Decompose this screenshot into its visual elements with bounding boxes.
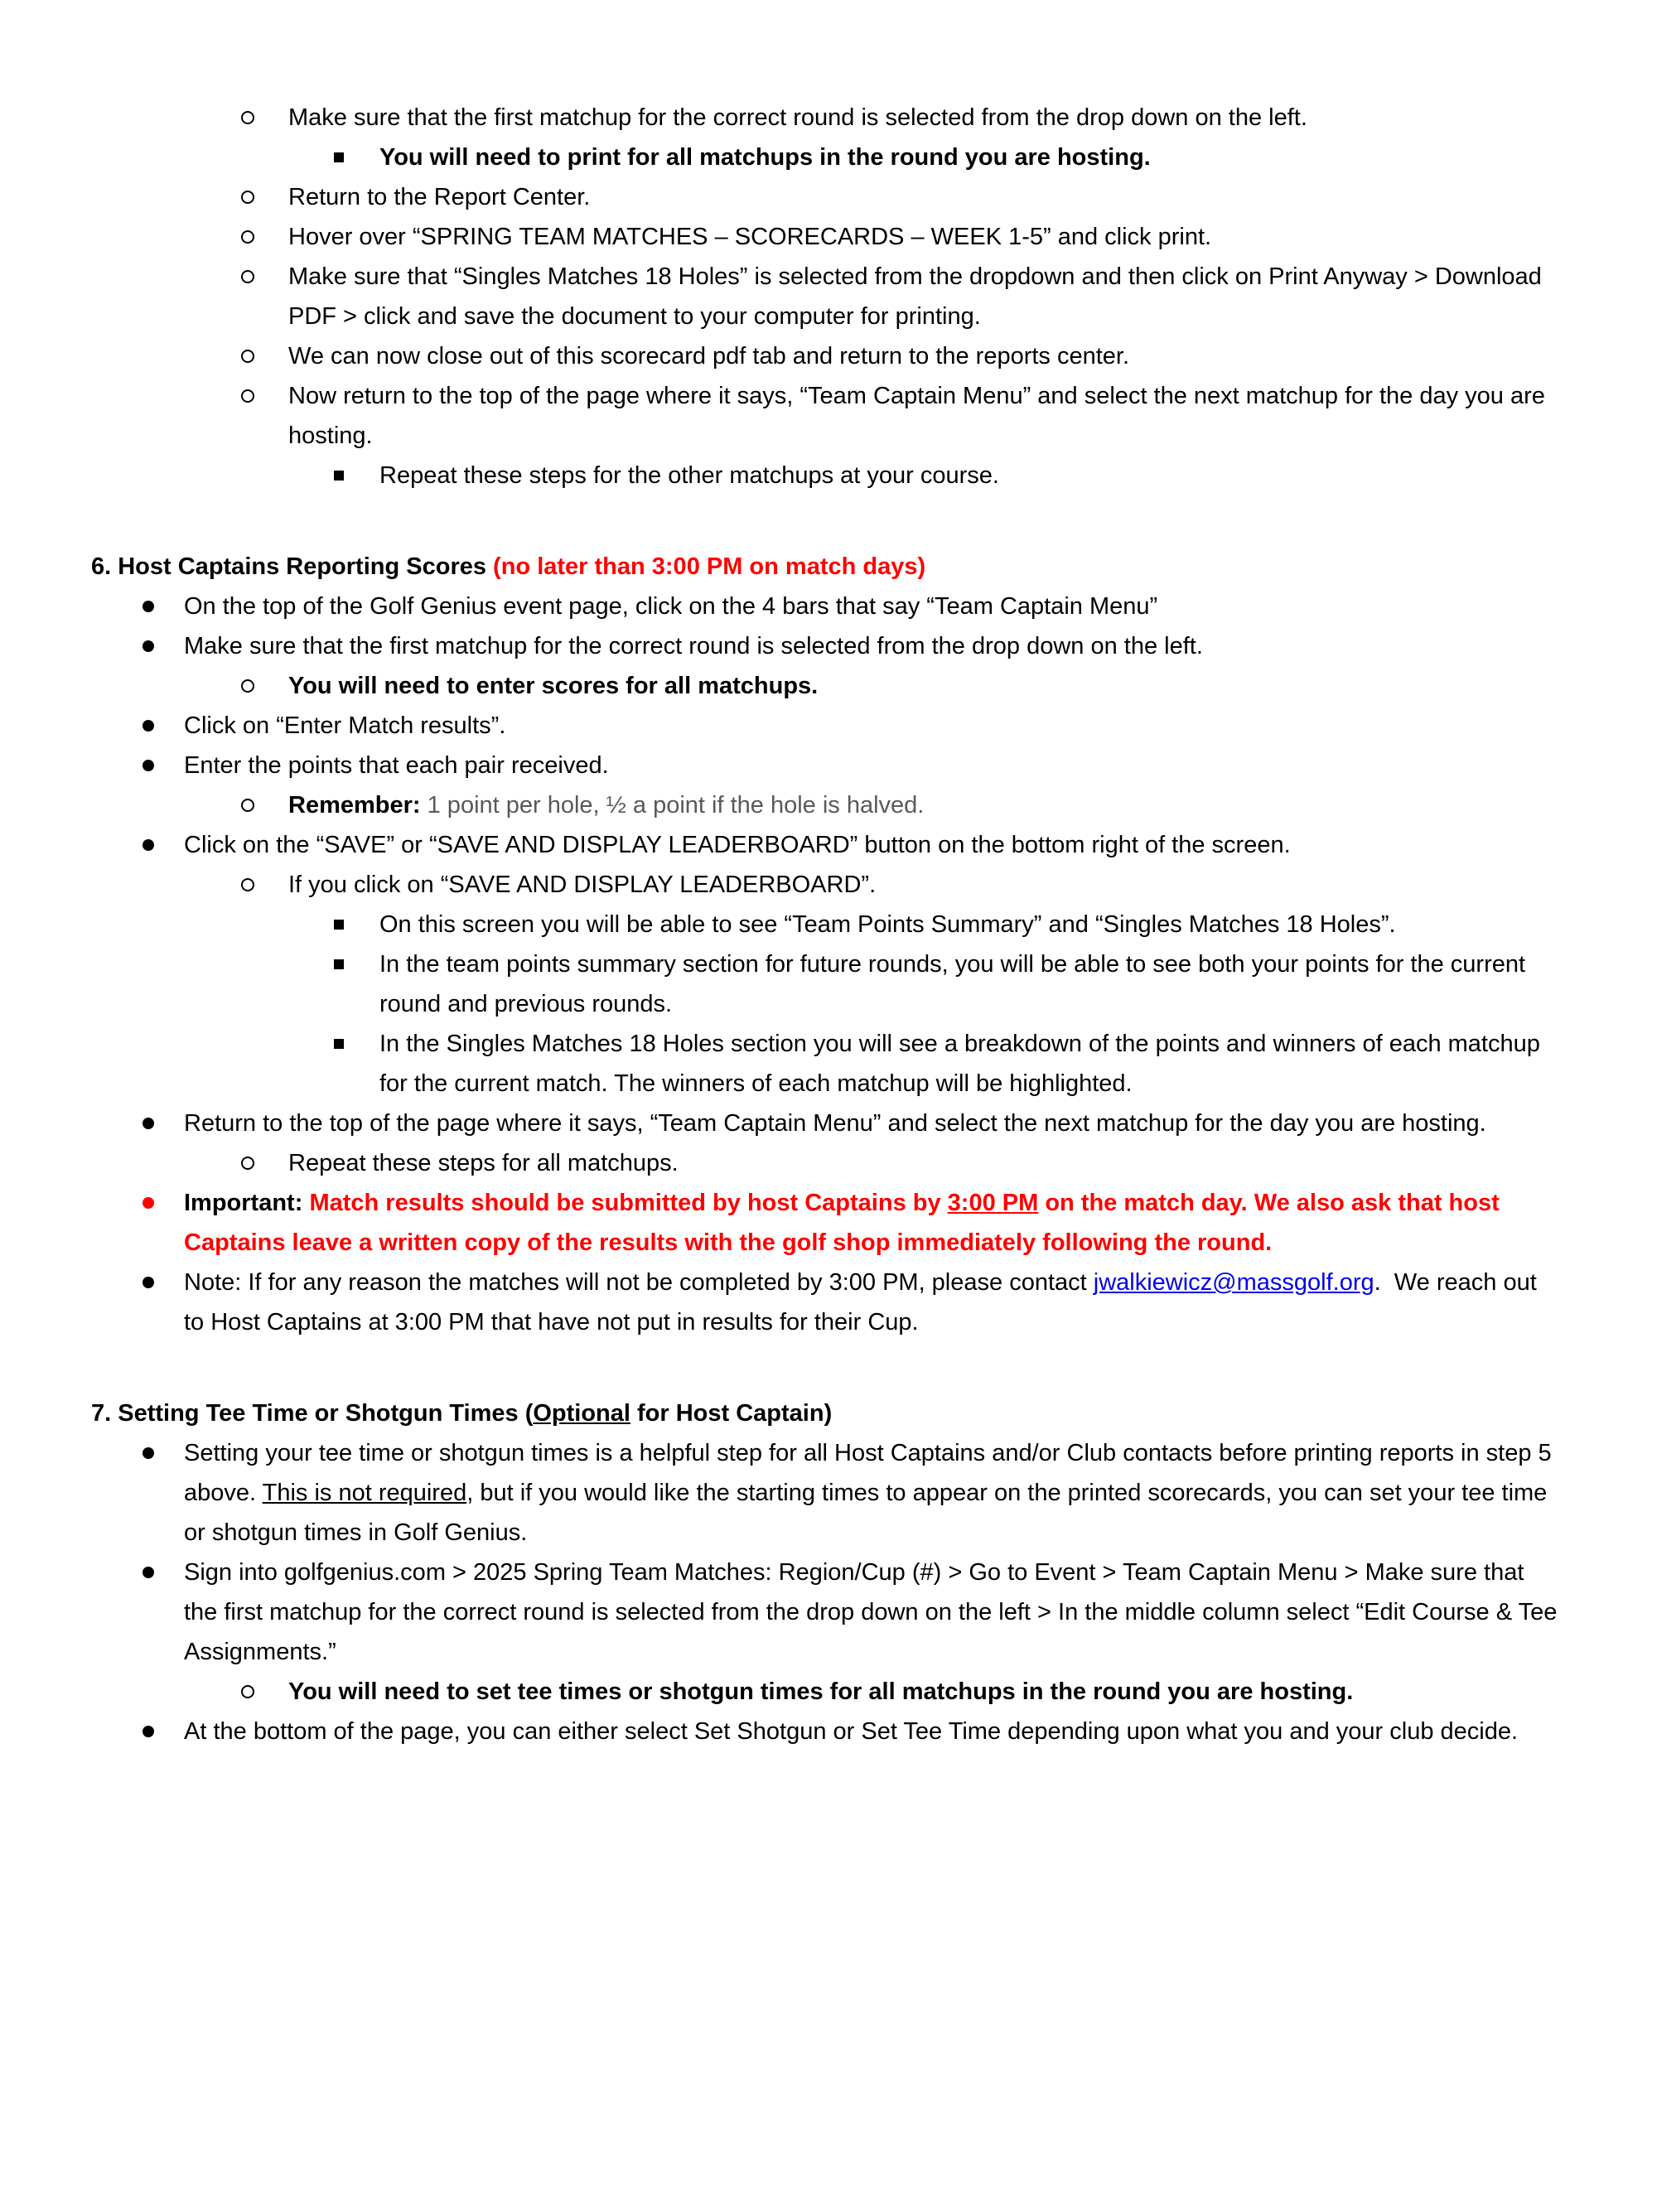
list-item bbox=[184, 626, 1561, 666]
circle-bullet-icon bbox=[241, 270, 254, 283]
disc-bullet-icon bbox=[143, 1726, 154, 1737]
text-run: In the team points summary section for future rounds, you will be able to see both your points for the current round and previous rounds. bbox=[379, 951, 1526, 1017]
list-item bbox=[288, 217, 1561, 257]
text-run: . We reach out to Host Captains at 3:00 PM that have not put in results for their Cup. bbox=[184, 1269, 1537, 1335]
list-item bbox=[379, 944, 1559, 1024]
list-item bbox=[184, 587, 1561, 626]
list-item bbox=[288, 257, 1561, 336]
list-item bbox=[184, 1712, 1561, 1751]
text-run: We can now close out of this scorecard pdf tab and return to the reports center. bbox=[288, 343, 1130, 369]
paragraph-text bbox=[288, 343, 1129, 369]
paragraph-text bbox=[184, 752, 609, 779]
paragraph-text bbox=[184, 1440, 1552, 1546]
paragraph-text bbox=[184, 1559, 1557, 1665]
text-run: 6. Host Captains Reporting Scores bbox=[91, 553, 494, 580]
text-run: If you click on “SAVE AND DISPLAY LEADERBOARD”. bbox=[288, 872, 877, 898]
square-bullet-icon bbox=[334, 920, 344, 930]
paragraph-text bbox=[184, 633, 1203, 659]
text-run: 1 point per hole, ½ a point if the hole is halved. bbox=[427, 792, 925, 819]
paragraph-text bbox=[288, 383, 1545, 449]
list-item bbox=[288, 666, 1561, 706]
paragraph-text bbox=[184, 1190, 1500, 1256]
paragraph-text bbox=[184, 593, 1157, 620]
paragraph-text bbox=[184, 1718, 1518, 1745]
text-run: on the match day. We also ask that host Captains leave a written copy of the results with the golf shop immediately following the round. bbox=[184, 1190, 1500, 1256]
text-run: Hover over “SPRING TEAM MATCHES – SCORECARDS – WEEK 1-5” and click print. bbox=[288, 224, 1212, 250]
paragraph-text bbox=[184, 1269, 1537, 1335]
text-run: Make sure that the first matchup for the correct round is selected from the drop down on the left. bbox=[288, 104, 1307, 131]
disc-bullet-icon bbox=[143, 1567, 154, 1578]
paragraph-text bbox=[184, 1110, 1486, 1137]
text-run: Setting your tee time or shotgun times is a helpful step for all Host Captains and/or Club contacts before printing reports in step 5 above. bbox=[184, 1440, 1552, 1506]
text-run: Click on the “SAVE” or “SAVE AND DISPLAY LEADERBOARD” button on the bottom right of the screen. bbox=[184, 832, 1291, 858]
paragraph-text bbox=[288, 224, 1211, 250]
text-run: (no later than 3:00 PM on match days) bbox=[493, 553, 926, 580]
paragraph-text bbox=[288, 792, 924, 819]
list-item bbox=[184, 825, 1561, 865]
list-item bbox=[288, 177, 1561, 217]
square-bullet-icon bbox=[334, 471, 344, 481]
email-link[interactable]: jwalkiewicz@massgolf.org bbox=[1093, 1269, 1374, 1296]
circle-bullet-icon bbox=[241, 878, 254, 891]
text-run: Click on “Enter Match results”. bbox=[184, 712, 506, 739]
list-item bbox=[184, 1104, 1561, 1143]
paragraph-text bbox=[288, 1678, 1353, 1705]
text-run: Match results should be submitted by host Captains by bbox=[309, 1190, 948, 1216]
list-item bbox=[288, 98, 1561, 138]
section-heading bbox=[91, 547, 1566, 587]
disc-bullet-icon bbox=[143, 1277, 154, 1288]
text-run: Remember: bbox=[288, 792, 428, 819]
list-item bbox=[184, 1263, 1561, 1342]
list-item bbox=[184, 706, 1561, 746]
disc-bullet-icon bbox=[143, 1118, 154, 1129]
text-run: Enter the points that each pair received. bbox=[184, 752, 609, 779]
paragraph-text bbox=[184, 832, 1291, 858]
text-run: In the Singles Matches 18 Holes section you will see a breakdown of the points and winners of each matchup for the current match. The winners of each matchup will be highlighted. bbox=[379, 1031, 1540, 1097]
list-item bbox=[184, 746, 1561, 785]
paragraph-text bbox=[288, 1150, 679, 1176]
list-item bbox=[288, 785, 1561, 825]
text-run: At the bottom of the page, you can either select Set Shotgun or Set Tee Time depending upon what you and your club decide. bbox=[184, 1718, 1519, 1745]
circle-bullet-icon bbox=[241, 350, 254, 363]
list-item bbox=[379, 905, 1559, 944]
circle-bullet-icon bbox=[241, 389, 254, 403]
circle-bullet-icon bbox=[241, 191, 254, 204]
disc-bullet-icon bbox=[143, 839, 154, 851]
document-body bbox=[0, 98, 1657, 1751]
text-run: Optional bbox=[533, 1400, 630, 1427]
list-item bbox=[288, 865, 1561, 905]
text-run: Make sure that the first matchup for the correct round is selected from the drop down on the left. bbox=[184, 633, 1203, 659]
list-item bbox=[379, 138, 1559, 177]
paragraph-text bbox=[288, 673, 818, 699]
text-run: Make sure that “Singles Matches 18 Holes” is selected from the dropdown and then click on Print Anyway > Download PDF > click and save the document to your computer for printing. bbox=[288, 263, 1542, 330]
circle-bullet-icon bbox=[241, 799, 254, 812]
text-run: Note: If for any reason the matches will not be completed by 3:00 PM, please contact bbox=[184, 1269, 1094, 1296]
paragraph-text bbox=[379, 951, 1525, 1017]
list-item bbox=[379, 456, 1559, 495]
text-run: 7. Setting Tee Time or Shotgun Times ( bbox=[91, 1400, 534, 1427]
list-item bbox=[184, 1433, 1561, 1553]
list-item bbox=[379, 1024, 1559, 1104]
disc-bullet-icon bbox=[143, 640, 154, 652]
text-run: Return to the Report Center. bbox=[288, 184, 591, 210]
text-run: Return to the top of the page where it says, “Team Captain Menu” and select the next matchup for the day you are hosting. bbox=[184, 1110, 1486, 1137]
text-run: You will need to print for all matchups in the round you are hosting. bbox=[379, 144, 1151, 171]
disc-bullet-icon bbox=[143, 601, 154, 612]
list-item bbox=[288, 336, 1561, 376]
text-run: On the top of the Golf Genius event page, click on the 4 bars that say “Team Captain Menu” bbox=[184, 593, 1158, 620]
paragraph-text bbox=[184, 712, 505, 739]
disc-bullet-icon bbox=[143, 1447, 154, 1459]
text-run: Sign into golfgenius.com > 2025 Spring Team Matches: Region/Cup (#) > Go to Event > Team Captain Menu > Make sure that the first matchup for the correct round is selected from the drop down on the left > In the middle column select “Edit Course & Tee Assignments.” bbox=[184, 1559, 1558, 1665]
paragraph-text bbox=[379, 462, 999, 489]
text-run: On this screen you will be able to see “Team Points Summary” and “Singles Matches 18 Holes”. bbox=[379, 911, 1396, 938]
circle-bullet-icon bbox=[241, 111, 254, 124]
text-run: for Host Captain) bbox=[630, 1400, 833, 1427]
section-heading bbox=[91, 1393, 1566, 1433]
paragraph-text bbox=[91, 1400, 832, 1427]
text-run: Repeat these steps for the other matchups at your course. bbox=[379, 462, 999, 489]
list-item bbox=[184, 1183, 1561, 1263]
paragraph-text bbox=[379, 911, 1396, 938]
list-item bbox=[184, 1553, 1561, 1672]
paragraph-text bbox=[288, 872, 876, 898]
list-item bbox=[288, 1672, 1561, 1712]
disc-bullet-icon bbox=[143, 1197, 154, 1209]
square-bullet-icon bbox=[334, 959, 344, 969]
text-run: Important: bbox=[184, 1190, 310, 1216]
list-item bbox=[288, 376, 1561, 456]
paragraph-text bbox=[288, 263, 1542, 330]
text-run: Repeat these steps for all matchups. bbox=[288, 1150, 679, 1176]
paragraph-text bbox=[379, 1031, 1540, 1097]
paragraph-text bbox=[288, 104, 1307, 131]
text-run: Now return to the top of the page where it says, “Team Captain Menu” and select the next matchup for the day you are hosting. bbox=[288, 383, 1545, 449]
text-run: This is not required bbox=[262, 1480, 467, 1506]
circle-bullet-icon bbox=[241, 1157, 254, 1170]
circle-bullet-icon bbox=[241, 679, 254, 693]
square-bullet-icon bbox=[334, 152, 344, 162]
paragraph-text bbox=[91, 553, 925, 580]
text-run: 3:00 PM bbox=[947, 1190, 1039, 1216]
text-run: You will need to set tee times or shotgun times for all matchups in the round you are hosting. bbox=[288, 1678, 1354, 1705]
disc-bullet-icon bbox=[143, 720, 154, 732]
list-item bbox=[288, 1143, 1561, 1183]
square-bullet-icon bbox=[334, 1039, 344, 1049]
disc-bullet-icon bbox=[143, 760, 154, 771]
circle-bullet-icon bbox=[241, 1685, 254, 1698]
text-run: , but if you would like the starting times to appear on the printed scorecards, you can set your tee time or shotgun times in Golf Genius. bbox=[184, 1480, 1548, 1546]
text-run: You will need to enter scores for all matchups. bbox=[288, 673, 819, 699]
paragraph-text bbox=[379, 144, 1151, 171]
circle-bullet-icon bbox=[241, 230, 254, 244]
paragraph-text bbox=[288, 184, 590, 210]
